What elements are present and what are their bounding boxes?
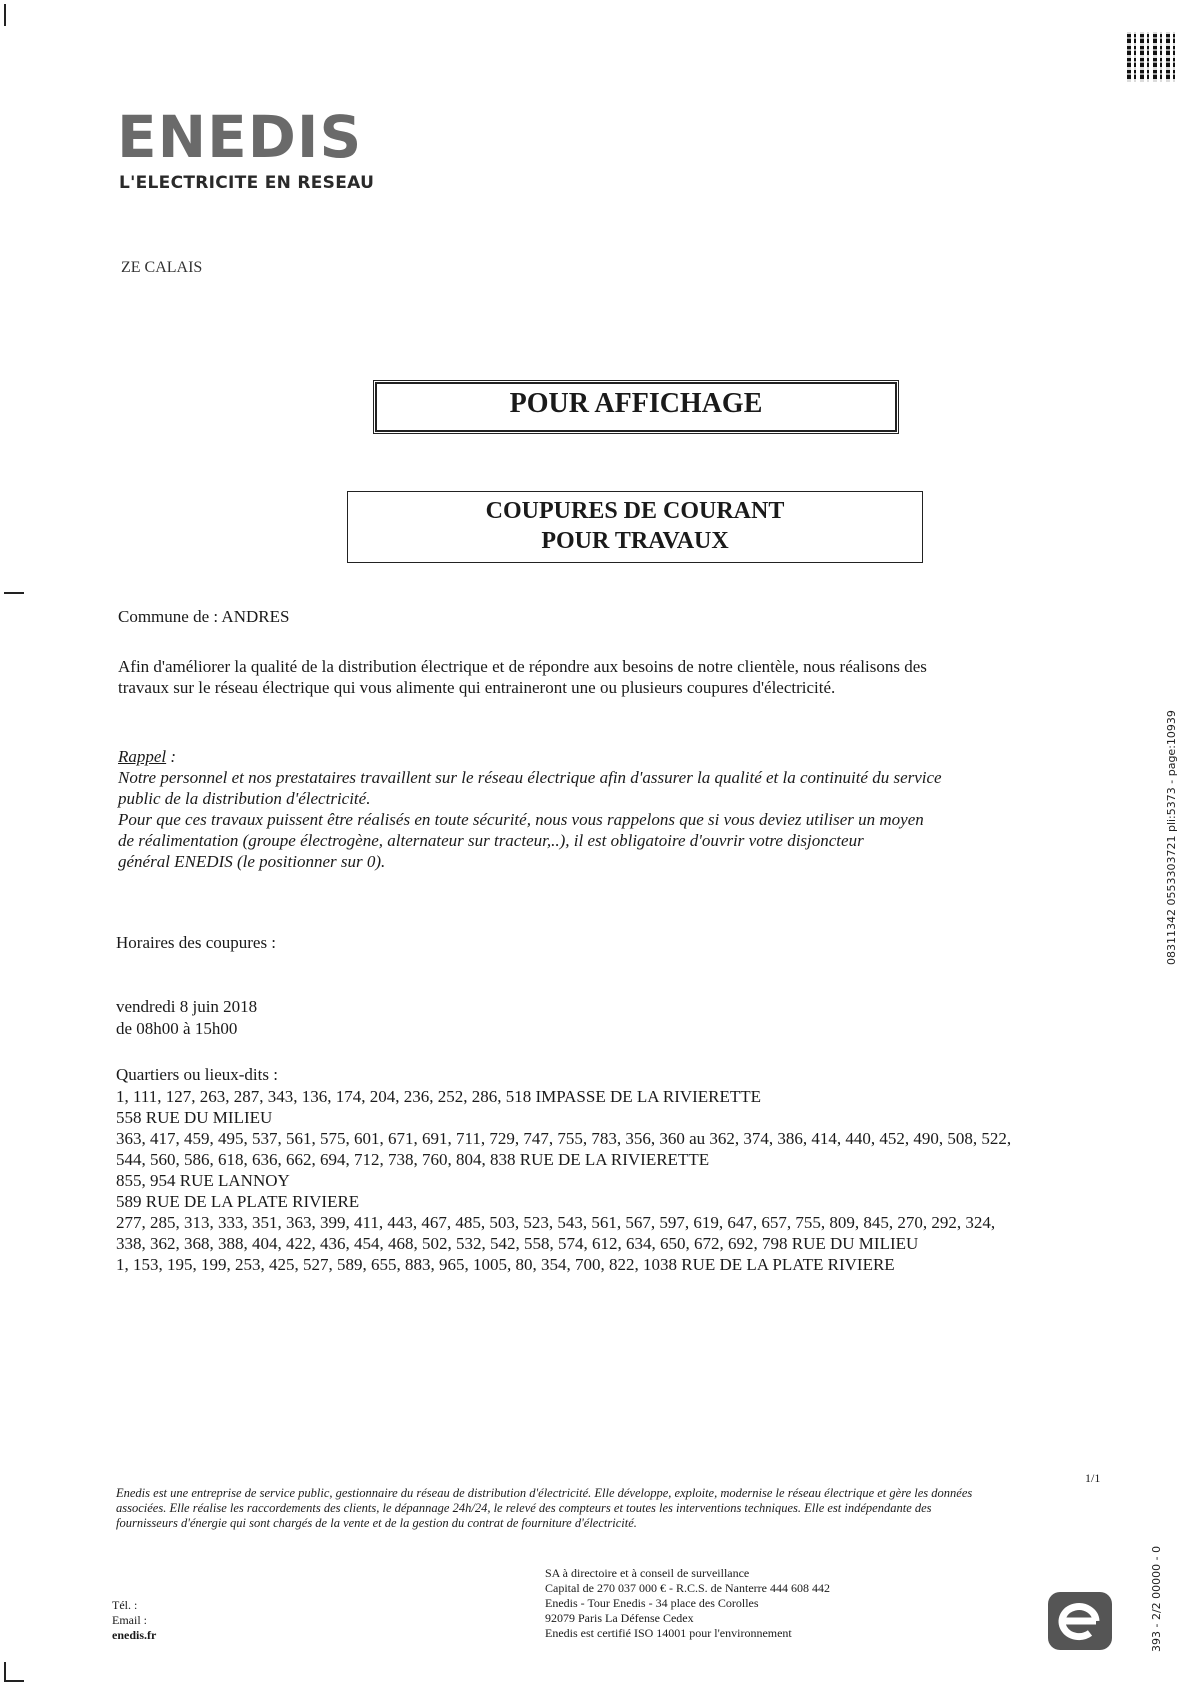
logo-word: ENEDIS — [117, 103, 363, 171]
horaires-label: Horaires des coupures : — [116, 933, 277, 952]
unit-name: ZE CALAIS — [121, 259, 203, 276]
datamatrix-code-icon — [1127, 32, 1177, 82]
contact-block — [112, 1598, 156, 1643]
bottom-tracking-code: 393 - 2/2 00000 - 0 — [1150, 1545, 1163, 1652]
crop-mark-top-left — [4, 4, 6, 26]
rappel-line-3: Pour que ces travaux puissent être réalisés en toute sécurité, nous vous rappelons que si vous deviez utiliser un moyen — [118, 810, 924, 829]
page-number: 1/1 — [1085, 1471, 1101, 1485]
list-item: 338, 362, 368, 388, 404, 422, 436, 454, 468, 502, 532, 542, 558, 574, 612, 634, 650, 672, 692, 798 RUE DU MILIEU — [116, 1234, 919, 1253]
enedis-emblem-icon — [1046, 1590, 1114, 1652]
time-range: de 08h00 à 15h00 — [116, 1019, 238, 1038]
crop-mark-bottom-left — [4, 1662, 6, 1682]
crop-mark-bottom-left-h — [4, 1680, 24, 1682]
intro-paragraph — [118, 656, 1118, 698]
rappel-line-4: de réalimentation (groupe électrogène, alternateur sur tracteur,..), il est obligatoire d'ouvrir votre disjoncteur — [118, 831, 864, 850]
logo-tagline: L'ELECTRICITE EN RESEAU — [119, 173, 375, 193]
list-item: 1, 111, 127, 263, 287, 343, 136, 174, 204, 236, 252, 286, 518 IMPASSE DE LA RIVIERETTE — [116, 1087, 762, 1106]
company-line: Capital de 270 037 000 € - R.C.S. de Nanterre 444 608 442 — [545, 1581, 830, 1595]
rappel-line-5: général ENEDIS (le positionner sur 0). — [118, 852, 386, 871]
list-item: 558 RUE DU MILIEU — [116, 1108, 273, 1127]
company-line: Enedis est certifié ISO 14001 pour l'environnement — [545, 1626, 792, 1640]
quartiers-label: Quartiers ou lieux-dits : — [116, 1065, 278, 1084]
footer-line-3: fournisseurs d'énergie qui sont chargés de la vente et de la gestion du contrat de fourniture d'électricité. — [116, 1516, 637, 1530]
rappel-line-1: Notre personnel et nos prestataires travaillent sur le réseau électrique afin d'assurer la qualité et la continuité du service — [118, 768, 942, 787]
side-tracking-code: 08311342 0553303721 pli:5373 - page:10939 — [1165, 710, 1178, 965]
commune: Commune de : ANDRES — [118, 607, 290, 626]
quartiers-list — [116, 1086, 1126, 1275]
intro-line-2: travaux sur le réseau électrique qui vous alimente qui entraineront une ou plusieurs coupures d'électricité. — [118, 678, 836, 697]
title-box — [347, 491, 923, 563]
title-line-1: COUPURES DE COURANT — [485, 498, 785, 524]
title-line-2: POUR TRAVAUX — [541, 528, 729, 554]
list-item: 855, 954 RUE LANNOY — [116, 1171, 290, 1190]
list-item: 544, 560, 586, 618, 636, 662, 694, 712, 738, 760, 804, 838 RUE DE LA RIVIERETTE — [116, 1150, 710, 1169]
footer-line-2: associées. Elle réalise les raccordements des clients, le dépannage 24h/24, le relevé des compteurs et toutes les interventions techniques. Elle est indépendante des — [116, 1501, 932, 1515]
rappel-line-2: public de la distribution d'électricité. — [118, 789, 371, 808]
contact-email: Email : — [112, 1613, 147, 1627]
company-line: SA à directoire et à conseil de surveillance — [545, 1566, 750, 1580]
list-item: 277, 285, 313, 333, 351, 363, 399, 411, 443, 467, 485, 503, 523, 543, 561, 567, 597, 619, 647, 657, 755, 809, 845, 270, 292, 324, — [116, 1213, 996, 1232]
enedis-logo — [117, 103, 363, 171]
crop-mark-mid-left — [4, 592, 24, 594]
list-item: 589 RUE DE LA PLATE RIVIERE — [116, 1192, 360, 1211]
footer-statement — [116, 1486, 1126, 1531]
company-line: Enedis - Tour Enedis - 34 place des Corolles — [545, 1596, 759, 1610]
footer-line-1: Enedis est une entreprise de service public, gestionnaire du réseau de distribution d'électricité. Elle développe, exploite, modernise le réseau électrique et gère les données — [116, 1486, 973, 1500]
list-item: 1, 153, 195, 199, 253, 425, 527, 589, 655, 883, 965, 1005, 80, 354, 700, 822, 1038 RUE DE LA PLATE RIVIERE — [116, 1255, 895, 1274]
header-box: POUR AFFICHAGE — [373, 380, 899, 434]
rappel-heading: Rappel : — [118, 747, 177, 766]
company-info — [545, 1566, 830, 1641]
contact-site: enedis.fr — [112, 1628, 157, 1642]
list-item: 363, 417, 459, 495, 537, 561, 575, 601, 671, 691, 711, 729, 747, 755, 783, 356, 360 au 362, 374, 386, 414, 440, 452, 490, 508, 522, — [116, 1129, 1012, 1148]
contact-tel: Tél. : — [112, 1598, 138, 1612]
company-line: 92079 Paris La Défense Cedex — [545, 1611, 694, 1625]
date: vendredi 8 juin 2018 — [116, 997, 258, 1016]
rappel-block — [118, 746, 1138, 872]
intro-line-1: Afin d'améliorer la qualité de la distribution électrique et de répondre aux besoins de notre clientèle, nous réalisons des — [118, 657, 927, 676]
